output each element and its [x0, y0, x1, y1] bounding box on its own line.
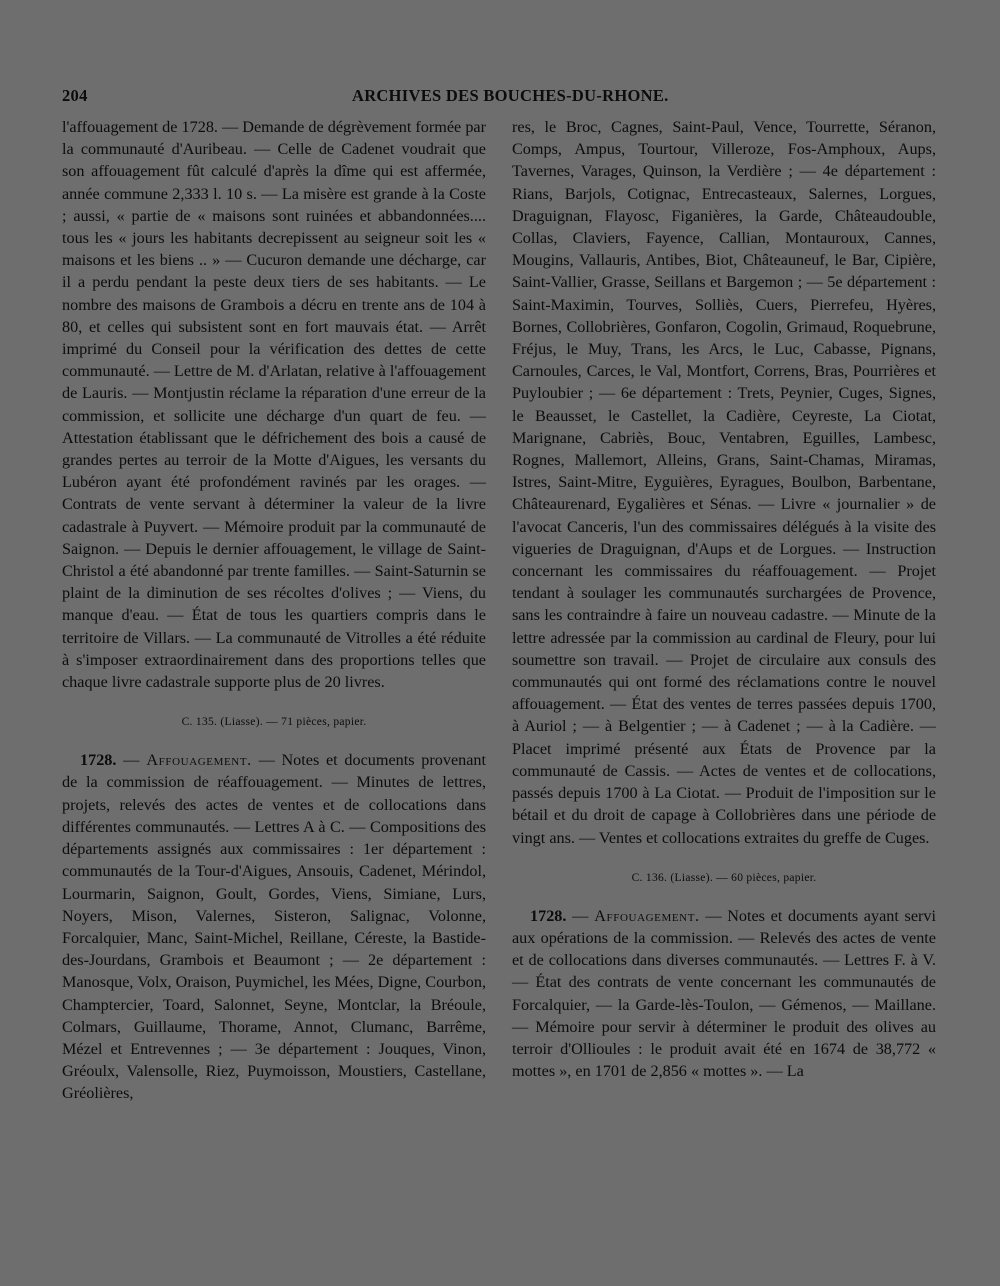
entry-date: 1728. — [80, 751, 117, 770]
entry-label: — Affouagement. — [123, 751, 252, 770]
entry-continuation-right: res, le Broc, Cagnes, Saint-Paul, Vence, Tourrette, Séranon, Comps, Ampus, Tourtour, Villeroze, Fos-Amphoux, Aups, Tavernes, Varages, Quinson, la Verdière ; — 4e département : Rians, Barjols, Cotignac, Entrecasteaux, Salernes, Lorgues, Draguignan, Flayosc, Figanières, la Garde, Châteaudouble, Collas, Claviers, Fayence, Callian, Montauroux, Cannes, Mougins, Vallauris, Antibes, Biot, Châteauneuf, le Bar, Cipière, Saint-Vallier, Grasse, Seillans et Bargemon ; — 5e département : Saint-Maximin, Tourves, Solliès, Cuers, Pierrefeu, Hyères, Bornes, Collobrières, Gonfaron, Cogolin, Grimaud, Roquebrune, Fréjus, le Muy, Trans, les Arcs, le Luc, Cabasse, Pignans, Carnoules, Carces, le Val, Montfort, Correns, Bras, Pourrières et Puyloubier ; — 6e département : Trets, Peynier, Cuges, Signes, le Beausset, le Castellet, la Cadière, Ceyreste, La Ciotat, Marignane, Cabriès, Bouc, Ventabren, Eguilles, Lambesc, Rognes, Mallemort, Alleins, Grans, Saint-Chamas, Miramas, Istres, Saint-Mitre, Eyguières, Eyragues, Boulbon, Barbentane, Châteaurenard, Eygalières et Sénas. — Livre « journalier » de l'avocat Canceris, l'un des commissaires délégués à la visite des vigueries de Draguignan, d'Aups et de Lorgues. — Instruction concernant les commissaires du réaffouagement. — Projet tendant à soulager les communautés surchargées de Provence, sans les contraindre à faire un nouveau cadastre. — Minute de la lettre adressée par la commission au cardinal de Fleury, pour lui soumettre son travail. — Projet de circulaire aux consuls des communautés qui ont formé des réclamations contre le nouvel affouagement. — État des ventes de terres passées depuis 1700, à Auriol ; — à Belgentier ; — à Cadenet ; — à la Cadière. — Placet imprimé présenté aux États de Provence par la communauté de Cassis. — Actes de ventes et de collocations, passés depuis 1700 à La Ciotat. — Produit de l'imposition sur le bétail et du droit de capage à Collobrières dans une période de vingt ans. — Ventes et collocations extraites du greffe de Cuges. — [512, 118, 936, 847]
entry-c136 — [512, 905, 936, 1083]
entry-text: — Notes et documents provenant de la commission de réaffouagement. — Minutes de lettres, projets, relevés des actes de ventes et de collocations dans différentes communautés. — Lettres A à C. — Compositions des départements assignés aux commissaires : 1er département : communautés de la Tour-d'Aigues, Ansouis, Cadenet, Mérindol, Lourmarin, Saignon, Goult, Gordes, Viens, Simiane, Lurs, Noyers, Mison, Valernes, Sisteron, Salignac, Volonne, Forcalquier, Manc, Saint-Michel, Reillane, Céreste, la Bastide-des-Jourdans, Grambois et Beaumont ; — 2e département : Manosque, Volx, Oraison, Puymichel, les Mées, Digne, Courbon, Champtercier, Toard, Salonnet, Seyne, Montclar, la Bréoule, Colmars, Guillaume, Thorame, Annot, Clumanc, Barrême, Mézel et Entrevennes ; — 3e département : Jouques, Vinon, Gréoulx, Valensolle, Riez, Puymoisson, Moustiers, Castellane, Gréolières, — [62, 751, 486, 1103]
running-title: ARCHIVES DES BOUCHES-DU-RHONE. — [352, 86, 669, 105]
archive-reference-c135: C. 135. (Liasse). — 71 pièces, papier. — [181, 716, 367, 729]
entry-label: — Affouagement. — [572, 906, 700, 925]
entry-date: 1728. — [530, 906, 567, 925]
page-header — [62, 86, 932, 112]
right-column — [512, 116, 936, 1082]
left-column — [62, 116, 486, 1105]
entry-continuation-left: l'affouagement de 1728. — Demande de dégrèvement formée par la communauté d'Auribeau. — Celle de Cadenet voudrait que son affouagement fût calculé d'après la dîme qui est affermée, année commune 2,333 l. 10 s. — La misère est grande à la Coste ; aussi, « partie de « maisons sont ruinées et abbandonnées.... tous les « jours les habitants decrepissent au seigneur soit les « maisons et les biens .. » — Cucuron demande une décharge, car il a perdu pendant la peste deux tiers de ses habitants. — Le nombre des maisons de Grambois a décru en trente ans de 104 à 80, et celles qui subsistent sont en fort mauvais état. — Arrêt imprimé du Conseil pour la vérification des dettes de cette communauté. — Lettre de M. d'Arlatan, relative à l'affouagement de Lauris. — Montjustin réclame la réparation d'une erreur de la commission, et sollicite une décharge d'un quart de feu. — Attestation établissant que le défrichement des bois a causé de grandes pertes au terroir de la Motte d'Aigues, les versants du Lubéron ayant été profondément ravinés par les orages. — Contrats de vente servant à déterminer la valeur de la livre cadastrale à Puyvert. — Mémoire produit par la communauté de Saignon. — Depuis le dernier affouagement, le village de Saint-Christol a été abandonné par trente familles. — Saint-Saturnin se plaint de la diminution de ses récoltes d'olives ; — Viens, du manque d'eau. — État de tous les quartiers compris dans le territoire de Villars. — La communauté de Vitrolles a été réduite à s'imposer extraordinairement dans des proportions telles que chaque livre cadastrale supporte plus de 20 livres. — [62, 118, 486, 692]
archive-reference-c136: C. 136. (Liasse). — 60 pièces, papier. — [631, 871, 817, 884]
page-number: 204 — [62, 86, 88, 105]
entry-c135 — [62, 749, 486, 1104]
entry-text: — Notes et documents ayant servi aux opérations de la commission. — Relevés des actes de vente et de collocations dans diverses communautés. — Lettres F. à V. — État des contrats de vente concernant les communautés de Forcalquier, — la Garde-lès-Toulon, — Gémenos, — Maillane. — Mémoire pour servir à déterminer le produit des olives au terroir d'Ollioules : le produit avait été en 1674 de 38,772 « mottes », en 1701 de 2,856 « mottes ». — La — [512, 906, 936, 1081]
